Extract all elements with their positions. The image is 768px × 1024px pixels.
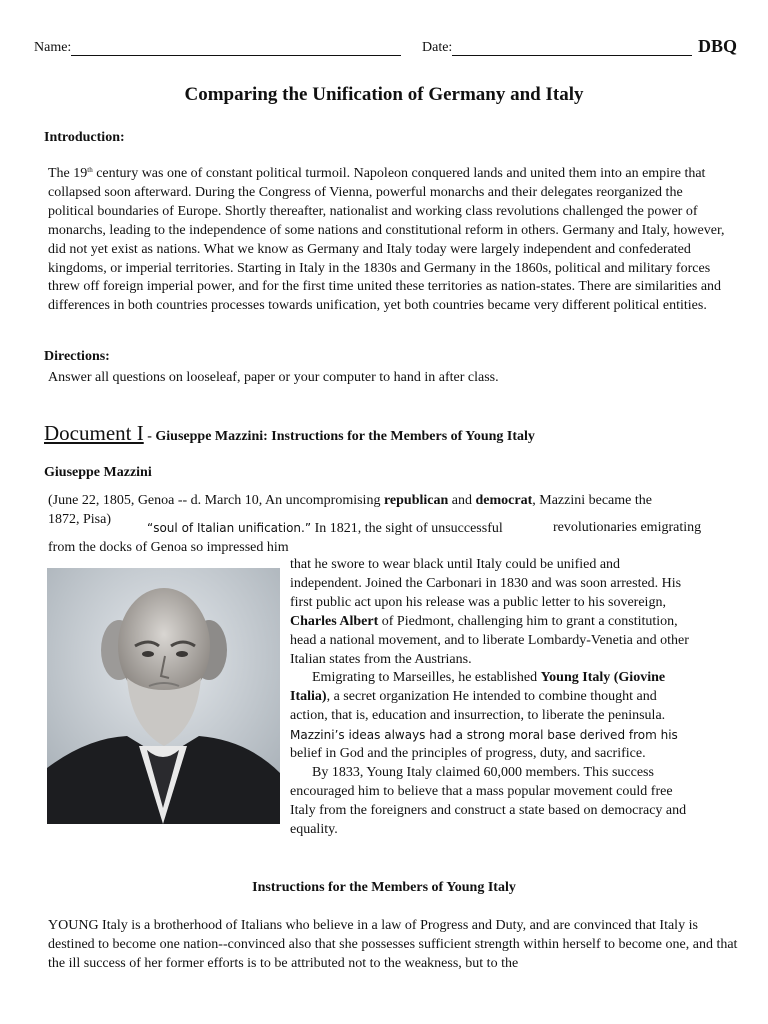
date-blank-line[interactable] [452,41,692,56]
bio-line-3b: revolutionaries emigrating [553,520,702,535]
directions-heading: Directions: [44,349,110,364]
date-label: Date: [422,40,453,55]
name-field[interactable] [34,40,401,56]
bio-line-1: (June 22, 1805, Genoa -- d. March 10, An uncompromising republican and democrat, Mazzini became the [48,493,652,508]
document-heading [44,421,535,446]
date-field[interactable] [422,40,692,56]
introduction-heading: Introduction: [44,130,125,145]
bio-line-3: “soul of Italian unification.” In 1821, the sight of unsuccessful [147,521,503,536]
document-number: Document I [44,421,144,445]
directions-text: Answer all questions on looseleaf, paper or your computer to hand in after class. [48,370,499,385]
bio-line-4: from the docks of Genoa so impressed him [48,540,289,555]
name-blank-line[interactable] [71,41,401,56]
portrait-image [47,568,280,824]
ordinal-suffix: th [87,166,93,174]
introduction-paragraph: The 19th century was one of constant political turmoil. Napoleon conquered lands and united them into an empire that collapsed soon afterward. During the Congress of Vienna, powerful monarchs and their delegates reorganized the political boundaries of Europe. Shortly thereafter, nationalist and working class revolutions challenged the power of monarchs, leading to the independence of some nations and constitutional reform in others. Germany and Italy, however, did not yet exist as nations. What we know as Germany and Italy today were largely independent and confederated kingdoms, or imperial territories. Starting in Italy in the 1830s and Germany in the 1860s, political and military forces threw off foreign imperial power, and for the first time united these territories as nation-states. There are similarities and differences in both countries processes towards unification, yet both countries became very different political entities. [48,166,725,314]
name-label: Name: [34,40,72,55]
mazzini-portrait-icon [47,568,280,824]
instructions-heading: Instructions for the Members of Young Italy [252,880,516,895]
person-name: Giuseppe Mazzini [44,465,152,480]
document-subtitle: - Giuseppe Mazzini: Instructions for the Members of Young Italy [143,429,535,444]
page-title: Comparing the Unification of Germany and Italy [184,84,584,105]
instructions-paragraph: YOUNG Italy is a brotherhood of Italians who believe in a law of Progress and Duty, and are convinced that Italy is destined to become one nation--convinced also that she possesses sufficient strength within herself to become one, and that the ill success of her former efforts is to be attributed not to the weakness, but to the [48,918,738,971]
dbq-label: DBQ [698,36,738,56]
bio-right-column: that he swore to wear black until Italy could be unified and independent. Joined the Carbonari in 1830 and was soon arrested. His first public act upon his release was a public letter to his sovereign, Charles Albert of Piedmont, challenging him to grant a constitution, head a national movement, and to liberate Lombardy-Venetia and other Italian states from the Austrians. Emigrating to Marseilles, he established Young Italy (Giovine Italia), a secret organization He intended to combine thought and action, that is, education and insurrection, to liberate the peninsula. Mazzini’s ideas always had a strong moral base derived from his belief in God and the principles of progress, duty, and sacrifice. By 1833, Young Italy claimed 60,000 members. This success encouraged him to believe that a mass popular movement could free Italy from the foreigners and construct a state based on democracy and equality. [290,557,689,837]
bio-line-2: 1872, Pisa) [48,512,111,527]
